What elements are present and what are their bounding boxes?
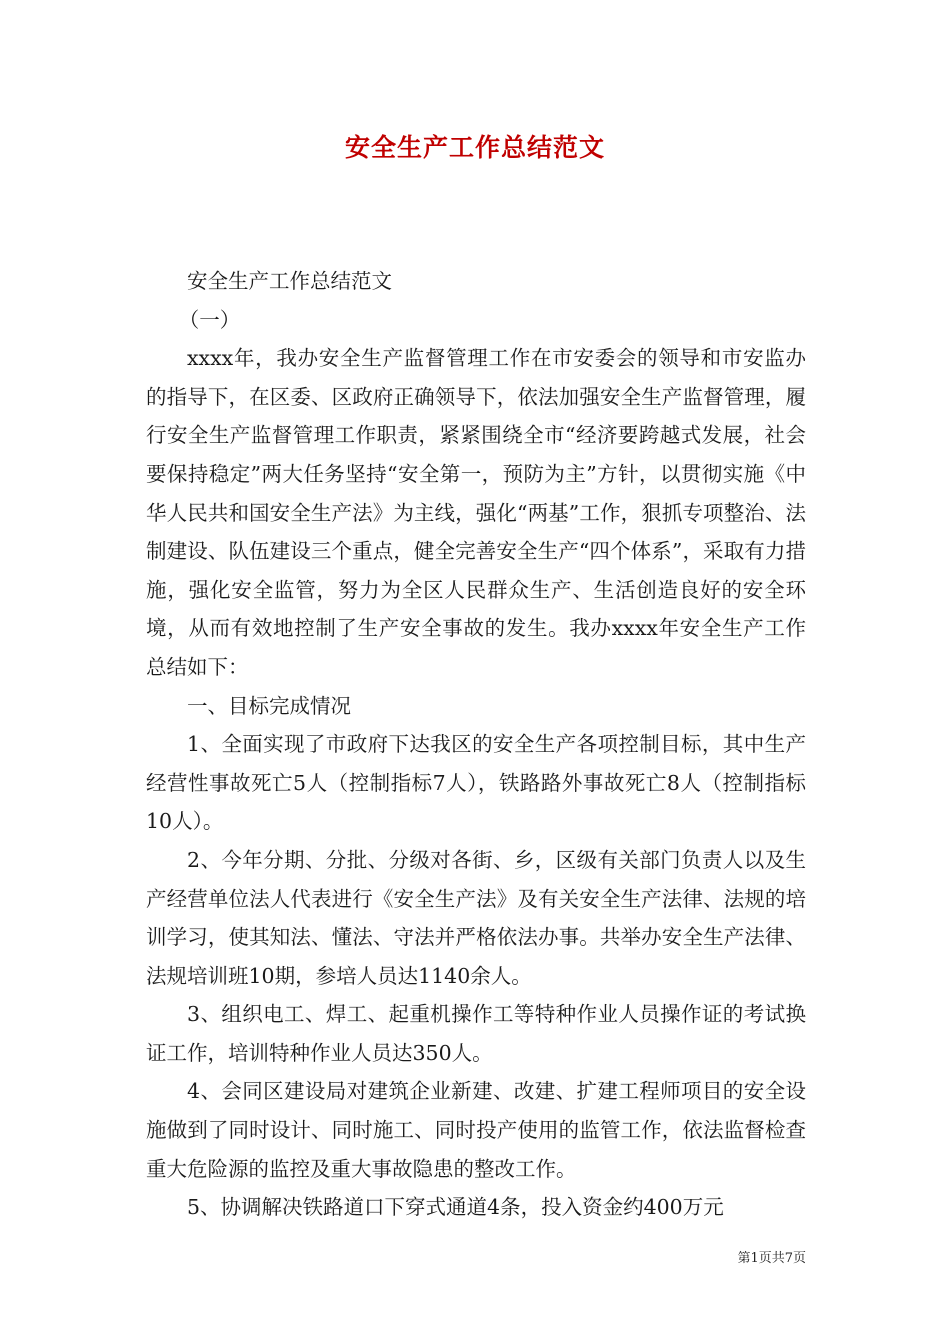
page-number: 第1页共7页 <box>737 1251 806 1266</box>
list-item: 2、今年分期、分批、分级对各街、乡，区级有关部门负责人以及生产经营单位法人代表进行《安全生产法》及有关安全生产法律、法规的培训学习，使其知法、懂法、守法并严格依法办事。共举办安全生产法律、法规培训班10期，参培人员达1140余人。 <box>146 847 806 988</box>
list-item: 1、全面实现了市政府下达我区的安全生产各项控制目标，其中生产经营性事故死亡5人（控制指标7人），铁路路外事故死亡8人（控制指标10人）。 <box>146 732 806 834</box>
page-title: 安全生产工作总结范文 <box>344 133 605 162</box>
subsection-heading: 一、目标完成情况 <box>187 693 351 718</box>
intro-paragraph: xxxx年，我办安全生产监督管理工作在市安委会的领导和市安监办的指导下，在区委、区政府正确领导下，依法加强安全生产监督管理，履行安全生产监督管理工作职责，紧紧围绕全市“经济要跨越式发展，社会要保持稳定”两大任务坚持“安全第一，预防为主”方针，以贯彻实施《中华人民共和国安全生产法》为主线，强化“两基”工作，狠抓专项整治、法制建设、队伍建设三个重点，健全完善安全生产“四个体系”，采取有力措施，强化安全监管，努力为全区人民群众生产、生活创造良好的安全环境，从而有效地控制了生产安全事故的发生。我办xxxx年安全生产工作总结如下： <box>146 346 806 679</box>
list-item: 3、组织电工、焊工、起重机操作工等特种作业人员操作证的考试换证工作，培训特种作业人员达350人。 <box>146 1002 806 1065</box>
list-item: 5、协调解决铁路道口下穿式通道4条，投入资金约400万元 <box>187 1195 724 1220</box>
section-heading: 安全生产工作总结范文 <box>187 269 392 293</box>
list-item: 4、会同区建设局对建筑企业新建、改建、扩建工程师项目的安全设施做到了同时设计、同时施工、同时投产使用的监管工作，依法监督检查重大危险源的监控及重大事故隐患的整改工作。 <box>146 1079 806 1181</box>
document-body <box>146 262 806 1227</box>
section-number: （一） <box>178 307 241 332</box>
